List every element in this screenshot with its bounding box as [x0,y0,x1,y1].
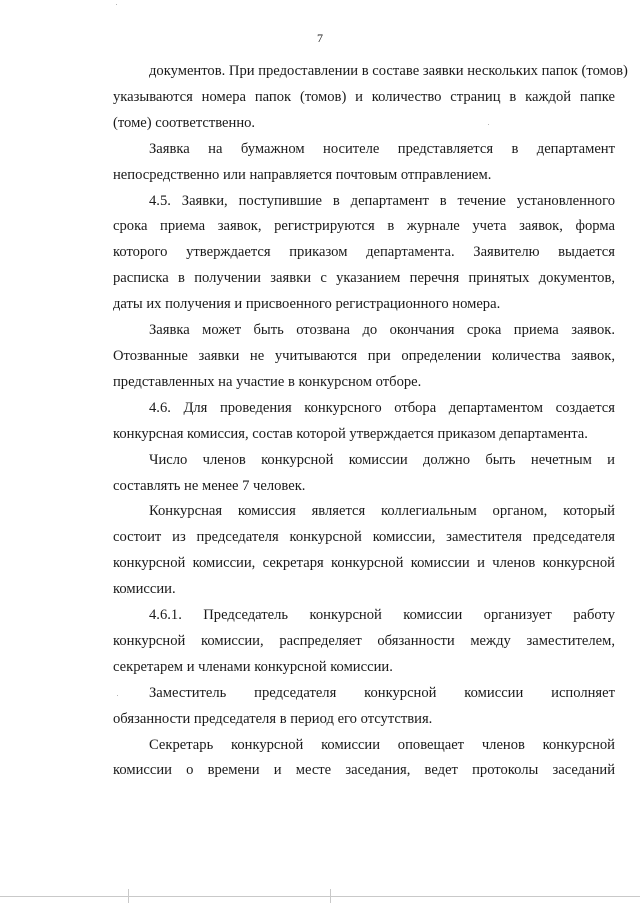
paragraph [113,733,615,785]
text-line: секретарем и членами конкурсной комиссии. [113,658,393,675]
text-line: даты их получения и присвоенного регистрационного номера. [113,296,501,313]
scan-speck [117,695,118,696]
text-line: расписка в получении заявки с указанием перечня принятых документов, [113,270,615,287]
text-line: Конкурсная комиссия является коллегиальным органом, который [149,503,615,520]
paragraph [113,189,615,319]
document-body [113,59,628,784]
paragraph [113,603,615,681]
text-line: составлять не менее 7 человек. [113,477,306,494]
page-number: 7 [317,31,323,45]
text-line: комиссии. [113,581,176,598]
text-line: Заявка на бумажном носителе представляется в департамент [149,140,615,157]
text-line: указываются номера папок (томов) и количество страниц в каждой папке [113,88,615,105]
text-line: представленных на участие в конкурсном отборе. [113,373,422,390]
paragraph [113,499,615,603]
text-line: состоит из председателя конкурсной комиссии, заместителя председателя [113,529,615,546]
text-line: 4.6.1. Председатель конкурсной комиссии организует работу [149,607,615,624]
paragraph [113,681,615,733]
paragraph [113,59,628,137]
scan-bottom-edge [0,896,640,897]
paragraph [113,318,615,396]
text-line: непосредственно или направляется почтовым отправлением. [113,166,492,183]
paragraph [113,137,615,189]
scan-speck [488,124,489,125]
text-line: конкурсная комиссия, состав которой утверждается приказом департамента. [113,425,588,442]
text-line: 4.5. Заявки, поступившие в департамент в течение установленного [149,192,615,209]
text-line: Заместитель председателя конкурсной комиссии исполняет [149,684,615,701]
scan-edge-mark [128,889,129,903]
scan-edge-mark [330,889,331,903]
text-line: которого утверждается приказом департамента. Заявителю выдается [113,244,615,261]
text-line: Число членов конкурсной комиссии должно быть нечетным и [149,451,615,468]
text-line: документов. При предоставлении в составе заявки нескольких папок (томов) [149,63,628,79]
text-line: конкурсной комиссии, распределяет обязанности между заместителем, [113,632,615,649]
text-line: 4.6. Для проведения конкурсного отбора департаментом создается [149,399,615,416]
text-line: срока приема заявок, регистрируются в журнале учета заявок, форма [113,218,615,235]
paragraph [113,448,615,500]
text-line: Секретарь конкурсной комиссии оповещает членов конкурсной [149,736,615,753]
scan-speck [116,4,117,5]
text-line: (томе) соответственно. [113,114,256,131]
text-line: конкурсной комиссии, секретаря конкурсной комиссии и членов конкурсной [113,555,615,572]
text-line: Отозванные заявки не учитываются при определении количества заявок, [113,347,615,364]
text-line: обязанности председателя в период его отсутствия. [113,710,433,727]
paragraph [113,396,615,448]
text-line: Заявка может быть отозвана до окончания срока приема заявок. [149,322,615,339]
text-line: комиссии о времени и месте заседания, ведет протоколы заседаний [113,762,615,779]
